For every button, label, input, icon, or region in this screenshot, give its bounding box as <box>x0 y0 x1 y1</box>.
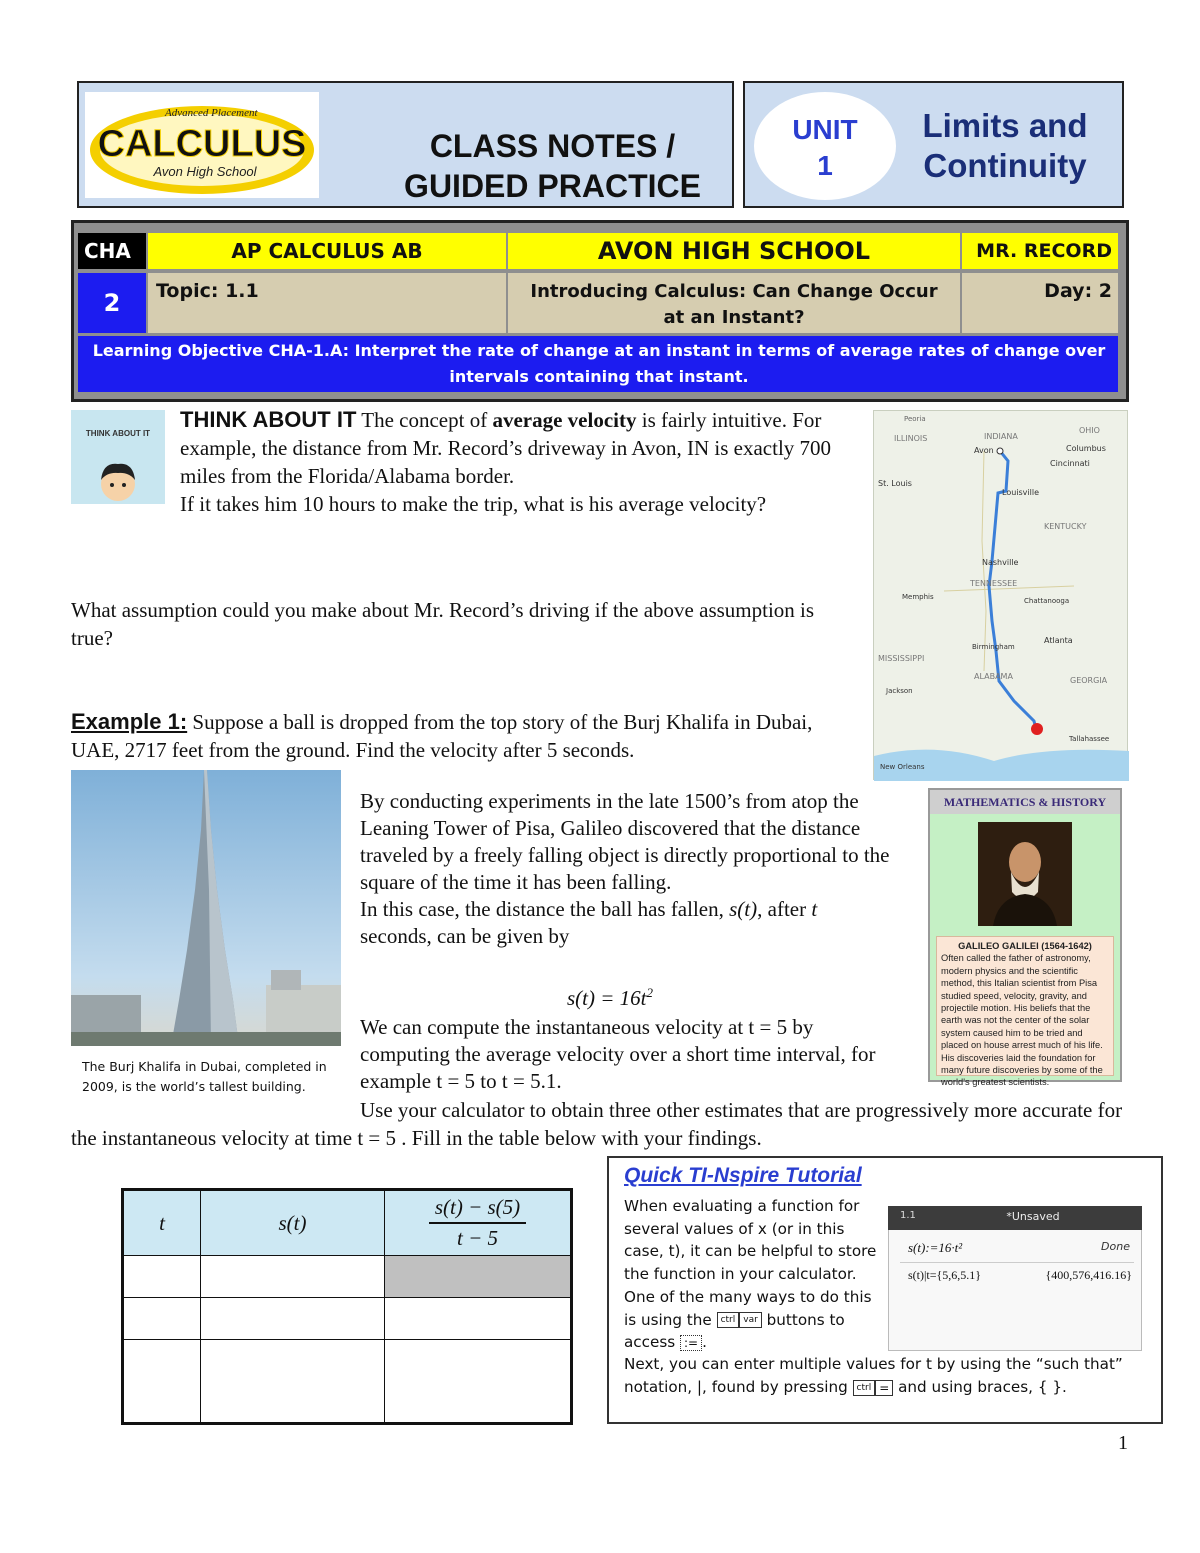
unit-topic <box>900 106 1110 186</box>
calculus-logo <box>85 92 319 198</box>
school-name: AVON HIGH SCHOOL <box>508 233 960 269</box>
table-header-row <box>123 1190 572 1256</box>
galileo-case-st: s(t) <box>729 897 758 921</box>
ctrl-key-icon: ctrl <box>717 1312 740 1328</box>
topic-title: Introducing Calculus: Can Change Occur at an Instant? <box>508 273 960 333</box>
cha-label: CHA <box>78 233 146 269</box>
galileo-bio: Often called the father of astronomy, modern physics and the scientific method, this Italian scientist from Pisa studied speed, velocity, gravity, and projectile motion. His beliefs that the earth was not the center of the solar system caused him to be tried and placed on house arrest much of his life. His discoveries laid the foundation for many future discoveries by some of the world's greatest scientists. <box>941 953 1103 1088</box>
table-cell-t[interactable] <box>123 1298 201 1340</box>
map-peoria: Peoria <box>904 415 926 423</box>
page-number: 1 <box>1118 1432 1128 1454</box>
galileo-case-t: t <box>811 897 818 921</box>
ti-text2a: Next, you can enter multiple values for t by using the “such that” notation, |, found by pressing <box>624 1355 1123 1396</box>
galileo-paragraph <box>360 788 890 950</box>
map-st-louis: St. Louis <box>878 479 912 488</box>
map-louisville: Louisville <box>1002 488 1039 497</box>
page-title <box>380 126 725 206</box>
galileo-name: GALILEO GALILEI (1564-1642) <box>958 941 1092 951</box>
think-about-it-paragraph <box>180 406 860 518</box>
formula-lhs: s(t) = 16t <box>567 986 647 1010</box>
avg-velocity-fraction <box>429 1195 526 1251</box>
burj-khalifa-graphic <box>71 770 341 1046</box>
course-name: AP CALCULUS AB <box>148 233 506 269</box>
unit-label <box>754 112 896 184</box>
table-row <box>123 1298 572 1340</box>
assumption-question: What assumption could you make about Mr. Record’s driving if the above assumption is true? <box>71 598 815 650</box>
ti-tutorial-text-1 <box>624 1195 886 1354</box>
logo-top-text: Advanced Placement <box>165 107 258 119</box>
calculator-instructions: Use your calculator to obtain three other estimates that are progressively more accurate for the instantaneous velocity at time t = 5 . Fill in the table below with your findings. <box>71 1098 1123 1150</box>
ti-tutorial-title: Quick TI-Nspire Tutorial <box>624 1164 862 1187</box>
map-tallahassee: Tallahassee <box>1069 735 1110 743</box>
table-cell-shaded <box>385 1256 572 1298</box>
example-1-text: Suppose a ball is dropped from the top story of the Burj Khalifa in Dubai, UAE, 2717 feet from the ground. Find the velocity after 5 seconds. <box>71 710 813 762</box>
table-cell-t[interactable] <box>123 1340 201 1424</box>
calculator-doc-title: *Unsaved <box>1006 1210 1060 1223</box>
calculator-line-1: s(t):=16·t² <box>908 1240 963 1255</box>
galileo-para: By conducting experiments in the late 1500’s from atop the Leaning Tower of Pisa, Galileo discovered that the distance traveled by a freely falling object is directly proportional to the square of the time it has been falling. <box>360 789 890 894</box>
teacher-name: MR. RECORD <box>962 233 1118 269</box>
unit-number: 1 <box>817 150 833 181</box>
map-ohio: OHIO <box>1079 426 1100 435</box>
galileo-case-c: seconds, can be given by <box>360 924 570 948</box>
velocity-table <box>121 1188 573 1425</box>
ctrl-key-icon: ctrl <box>853 1380 876 1396</box>
map-avon: Avon <box>974 446 994 455</box>
think-text-a: The concept of <box>356 408 493 432</box>
ti-tutorial-text-2 <box>624 1353 1154 1399</box>
logo-school-text: Avon High School <box>153 164 257 179</box>
think-text-b: is fairly intuitive. For example, the distance from Mr. Record’s driveway in Avon, IN is exactly 700 miles from the Florida/Alabama border. <box>180 408 832 488</box>
map-georgia: GEORGIA <box>1070 676 1108 685</box>
table-row <box>123 1256 572 1298</box>
thinking-person-icon <box>71 410 165 504</box>
galileo-portrait <box>978 822 1072 926</box>
map-birmingham: Birmingham <box>972 643 1015 651</box>
galileo-case-a: In this case, the distance the ball has fallen, <box>360 897 730 921</box>
map-tennessee: TENNESSEE <box>970 579 1018 588</box>
distance-formula <box>360 985 860 1011</box>
burj-khalifa-photo <box>71 770 341 1046</box>
calculator-line-2: s(t)|t={5,6,5.1} <box>908 1268 982 1282</box>
unit-label-text: UNIT <box>792 114 858 145</box>
cha-number: 2 <box>78 273 146 333</box>
table-cell-t[interactable] <box>123 1256 201 1298</box>
map-new-orleans: New Orleans <box>880 763 925 771</box>
ti-text2b: and using braces, { }. <box>893 1378 1067 1396</box>
think-image-caption: THINK ABOUT IT <box>85 429 151 438</box>
map-jackson: Jackson <box>886 687 913 695</box>
table-cell-st[interactable] <box>201 1298 385 1340</box>
think-question: If it takes him 10 hours to make the trip, what is his average velocity? <box>180 492 767 516</box>
var-key-icon: var <box>739 1312 762 1328</box>
formula-exponent: 2 <box>646 985 653 1000</box>
galileo-case-b: , after <box>757 897 812 921</box>
calculator-divider <box>900 1262 1134 1263</box>
calculator-tab: 1.1 <box>900 1210 916 1221</box>
route-map <box>873 410 1128 780</box>
map-memphis: Memphis <box>902 593 934 601</box>
ti-text1b: buttons to access <box>624 1310 845 1352</box>
table-row <box>123 1340 572 1424</box>
page-title-line2: GUIDED PRACTICE <box>404 168 701 204</box>
think-heading: THINK ABOUT IT <box>180 407 357 432</box>
map-nashville: Nashville <box>982 558 1019 567</box>
map-cincinnati: Cincinnati <box>1050 459 1090 468</box>
map-alabama: ALABAMA <box>974 672 1013 681</box>
table-cell-velocity[interactable] <box>385 1340 572 1424</box>
unit-topic-line2: Continuity <box>923 147 1087 184</box>
example-1 <box>71 708 861 764</box>
map-indiana: INDIANA <box>984 432 1018 441</box>
route-map-graphic <box>874 411 1129 781</box>
ti-text1c: . <box>702 1333 707 1352</box>
math-history-title: MATHEMATICS & HISTORY <box>930 790 1120 814</box>
map-chattanooga: Chattanooga <box>1024 597 1070 605</box>
map-mississippi: MISSISSIPPI <box>878 654 925 663</box>
calculator-result-1: Done <box>1101 1240 1130 1253</box>
table-cell-velocity[interactable] <box>385 1298 572 1340</box>
map-columbus-oh: Columbus <box>1066 444 1106 453</box>
calculus-logo-graphic <box>85 92 319 198</box>
example-1-label: Example 1: <box>71 709 188 734</box>
ti-text1: When evaluating a function for several values of x (or in this case, t), it can be helpful to store the function in your calculator. One of the many ways to do this is using the <box>624 1197 877 1329</box>
think-about-it-image <box>71 410 165 504</box>
table-cell-st[interactable] <box>201 1256 385 1298</box>
equals-key-icon: = <box>875 1380 893 1396</box>
col-avg-velocity-header <box>385 1190 572 1256</box>
galileo-bio-box <box>936 936 1114 1088</box>
col-t-header: t <box>123 1190 201 1256</box>
map-atlanta: Atlanta <box>1044 636 1073 645</box>
unit-topic-line1: Limits and <box>922 107 1088 144</box>
col-st-header: s(t) <box>201 1190 385 1256</box>
logo-main-text: CALCULUS <box>97 123 307 165</box>
learning-objective: Learning Objective CHA-1.A: Interpret the rate of change at an instant in terms of average rates of change over intervals containing that instant. <box>78 336 1118 392</box>
map-kentucky: KENTUCKY <box>1044 522 1087 531</box>
galileo-portrait-graphic <box>978 822 1072 926</box>
table-cell-st[interactable] <box>201 1340 385 1424</box>
fraction-numerator: s(t) − s(5) <box>429 1195 526 1224</box>
topic-number: Topic: 1.1 <box>148 273 506 333</box>
fraction-denominator: t − 5 <box>456 1226 498 1250</box>
burj-caption: The Burj Khalifa in Dubai, completed in 2009, is the world’s tallest building. <box>82 1059 327 1094</box>
think-text-bold: average velocity <box>492 408 637 432</box>
page-title-line1: CLASS NOTES / <box>429 128 676 164</box>
assign-symbol: := <box>680 1335 702 1351</box>
calculator-result-2: {400,576,416.16} <box>1045 1268 1132 1282</box>
map-illinois: ILLINOIS <box>894 434 928 443</box>
compute-paragraph: We can compute the instantaneous velocity at t = 5 by computing the average velocity over a short time interval, for example t = 5 to t = 5.1. <box>360 1015 876 1093</box>
day-number: Day: 2 <box>962 273 1118 333</box>
